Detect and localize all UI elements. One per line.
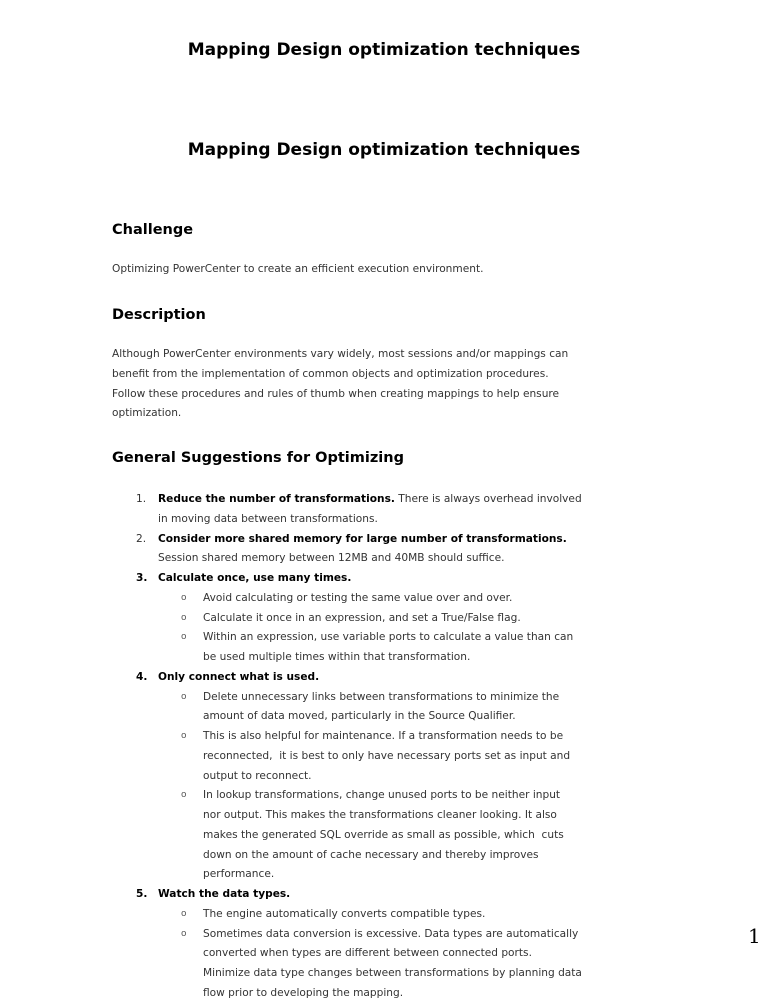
list-item-line bbox=[158, 490, 768, 510]
bullet-line: Sometimes data conversion is excessive. Data types are automatically bbox=[203, 927, 579, 940]
bullet-icon: o bbox=[181, 691, 187, 702]
list-item-line bbox=[158, 885, 768, 905]
bullet-item bbox=[0, 925, 768, 1004]
list-item-line bbox=[158, 549, 768, 569]
bullet-line: be used multiple times within that transformation. bbox=[203, 651, 471, 663]
bullet-icon: o bbox=[181, 612, 187, 623]
bullet-line: makes the generated SQL override as small as possible, which cuts bbox=[203, 828, 564, 841]
list-item-title: Reduce the number of transformations. bbox=[158, 493, 395, 505]
bullet-icon: o bbox=[181, 908, 187, 919]
paragraph-line: optimization. bbox=[112, 407, 182, 420]
bullet-item bbox=[0, 609, 768, 629]
list-item bbox=[0, 530, 768, 570]
list-item-line bbox=[158, 668, 768, 688]
list-item bbox=[0, 569, 768, 589]
list-number: 2. bbox=[136, 532, 147, 545]
bullet-line: nor output. This makes the transformations cleaner looking. It also bbox=[203, 809, 557, 821]
page-number: 1 bbox=[748, 924, 761, 948]
suggestions-heading: General Suggestions for Optimizing bbox=[112, 450, 404, 466]
bullet-icon: o bbox=[181, 632, 187, 643]
paragraph-line: Follow these procedures and rules of thumb when creating mappings to help ensure bbox=[112, 387, 560, 400]
list-number: 1. bbox=[136, 493, 147, 505]
bullet-line: Calculate it once in an expression, and set a True/False flag. bbox=[203, 611, 521, 624]
bullet-line: converted when types are different between connected ports. bbox=[203, 947, 532, 960]
bullet-line: Delete unnecessary links between transformations to minimize the bbox=[203, 690, 560, 703]
bullet-line: output to reconnect. bbox=[203, 769, 312, 782]
bullet-item bbox=[0, 905, 768, 925]
bullet-line: Within an expression, use variable ports to calculate a value than can bbox=[203, 631, 574, 644]
bullet-icon: o bbox=[181, 592, 187, 603]
bullet-icon: o bbox=[181, 790, 187, 801]
bullet-line: down on the amount of cache necessary and thereby improves bbox=[203, 848, 539, 861]
page-header-title: Mapping Design optimization techniques bbox=[187, 40, 581, 60]
bullet-line: Avoid calculating or testing the same value over and over. bbox=[203, 591, 513, 604]
list-item bbox=[0, 490, 768, 530]
list-item-line bbox=[158, 569, 768, 589]
paragraph-line: benefit from the implementation of common objects and optimization procedures. bbox=[112, 367, 549, 380]
bullet-line: The engine automatically converts compatible types. bbox=[203, 907, 486, 920]
list-item bbox=[0, 668, 768, 688]
bullet-item bbox=[0, 786, 768, 885]
list-item-title: Only connect what is used. bbox=[158, 670, 320, 683]
list-item-text: Session shared memory between 12MB and 40MB should suffice. bbox=[158, 552, 505, 565]
bullet-line: performance. bbox=[203, 868, 275, 881]
bullet-line: amount of data moved, particularly in the Source Qualifier. bbox=[203, 710, 516, 723]
challenge-heading: Challenge bbox=[112, 222, 194, 238]
list-item-title: Watch the data types. bbox=[158, 888, 291, 900]
description-paragraph bbox=[112, 345, 568, 424]
list-item-text: There is always overhead involved bbox=[394, 493, 582, 505]
bullet-line: This is also helpful for maintenance. If a transformation needs to be bbox=[203, 730, 564, 742]
bullet-line: In lookup transformations, change unused ports to be neither input bbox=[203, 789, 561, 802]
challenge-paragraph bbox=[112, 260, 483, 280]
list-number: 5. bbox=[136, 888, 148, 900]
bullet-item bbox=[0, 628, 768, 668]
list-number: 3. bbox=[136, 572, 148, 584]
bullet-item bbox=[0, 589, 768, 609]
suggestions-list bbox=[0, 490, 768, 1004]
document-title: Mapping Design optimization techniques bbox=[187, 140, 581, 160]
bullet-line: Minimize data type changes between transformations by planning data bbox=[203, 967, 582, 979]
bullet-icon: o bbox=[181, 731, 187, 741]
list-item-line bbox=[158, 510, 768, 530]
description-heading: Description bbox=[112, 307, 206, 323]
list-item-title: Calculate once, use many times. bbox=[158, 572, 352, 584]
list-item-line bbox=[158, 530, 768, 550]
list-item-title: Consider more shared memory for large number of transformations. bbox=[158, 532, 567, 545]
paragraph-line: Although PowerCenter environments vary widely, most sessions and/or mappings can bbox=[112, 348, 569, 360]
list-number: 4. bbox=[136, 670, 148, 683]
bullet-item bbox=[0, 688, 768, 728]
bullet-line: flow prior to developing the mapping. bbox=[203, 986, 404, 999]
list-item bbox=[0, 885, 768, 905]
bullet-item bbox=[0, 727, 768, 786]
list-item-text: in moving data between transformations. bbox=[158, 512, 378, 525]
bullet-icon: o bbox=[181, 928, 187, 939]
paragraph-line: Optimizing PowerCenter to create an efficient execution environment. bbox=[112, 263, 484, 275]
bullet-line: reconnected, it is best to only have necessary ports set as input and bbox=[203, 749, 571, 762]
